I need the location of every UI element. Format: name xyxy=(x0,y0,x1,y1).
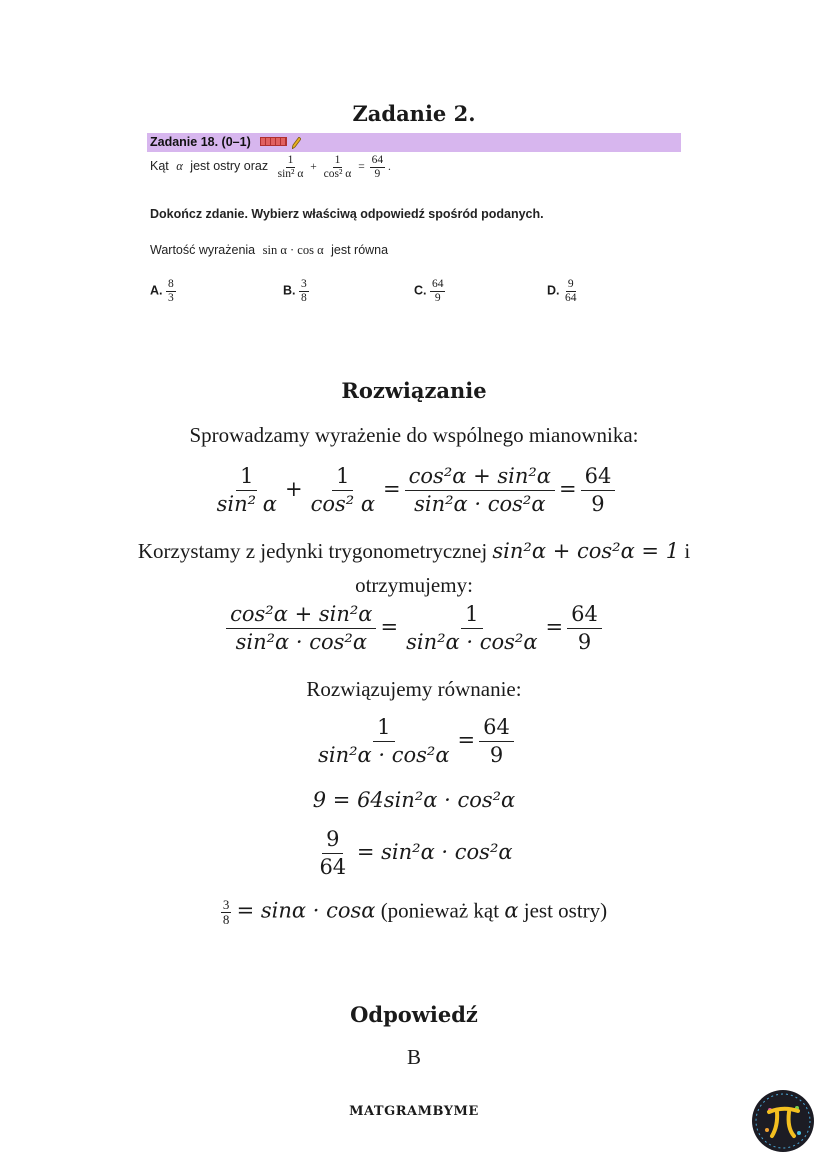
frac-num: 64 xyxy=(479,716,514,742)
footer-brand: MATGRAMBYME xyxy=(349,1104,479,1119)
frac-den: sin²α · cos²α xyxy=(414,492,546,517)
frac-num: 1 xyxy=(332,465,353,491)
option-letter: C. xyxy=(414,283,427,298)
pi-icon xyxy=(752,1090,814,1152)
solution-line-3: otrzymujemy: xyxy=(355,573,473,597)
frac-num: 64 xyxy=(371,154,384,166)
task-intro: Kąt xyxy=(150,158,169,173)
frac-den: cos² α xyxy=(310,492,376,517)
task-frac-1 xyxy=(276,154,306,180)
task-header-label: Zadanie 18. (0–1) xyxy=(150,135,251,149)
option-b[interactable] xyxy=(283,278,309,304)
frac-den: sin²α · cos²α xyxy=(406,630,538,655)
frac-den: cos² α xyxy=(323,167,352,180)
answer-value: B xyxy=(406,1045,421,1069)
option-letter: B. xyxy=(283,283,296,298)
frac-den: 9 xyxy=(591,492,605,517)
solution-line-1: Sprowadzamy wyrażenie do wspólnego mianownika: xyxy=(189,423,639,447)
task-frac-2 xyxy=(322,154,354,180)
frac-den: sin²α · cos²α xyxy=(318,743,450,768)
frac-den: sin² α xyxy=(216,492,277,517)
option-den: 8 xyxy=(300,291,307,304)
line2-math: sin²α + cos²α = 1 xyxy=(492,539,680,563)
option-num: 9 xyxy=(567,278,574,290)
frac-den: 9 xyxy=(489,743,504,768)
frac-num: 1 xyxy=(461,603,482,629)
option-num: 3 xyxy=(300,278,307,290)
frac-num: 1 xyxy=(373,716,394,742)
expr-prefix: Wartość wyrażenia xyxy=(150,243,256,257)
option-num: 8 xyxy=(167,278,174,290)
frac-num: 3 xyxy=(222,897,230,912)
task-instruction: Dokończ zdanie. Wybierz właściwą odpowiedź spośród podanych. xyxy=(150,207,544,221)
frac-num: cos²α + sin²α xyxy=(405,465,555,491)
solution-line-4: Rozwiązujemy równanie: xyxy=(306,677,522,701)
line2-suffix: i xyxy=(684,539,691,563)
grade-icon xyxy=(260,137,287,146)
task-statement: Kąt α jest ostry oraz $\frac{1}{\text{sin² α}}$ + $\frac{1}{\text{cos² α}}$ = $\frac{64}{9}$ . xyxy=(150,154,391,180)
frac-den: sin² α xyxy=(277,167,304,180)
logo xyxy=(752,1090,814,1152)
task-intro-tail: jest ostry oraz xyxy=(190,158,269,173)
eq6-text: (ponieważ kąt xyxy=(380,898,500,923)
eq6-math: = sinα · cosα xyxy=(236,898,376,923)
option-letter: D. xyxy=(547,283,560,298)
equation-6 xyxy=(0,898,828,928)
option-c[interactable] xyxy=(414,278,445,304)
task-header xyxy=(147,133,681,152)
frac-den: 9 xyxy=(374,167,381,180)
option-letter: A. xyxy=(150,283,163,298)
equation-2: $\frac{\text{cos²α + sin²α}}{\text{sin²α · cos²α}}$ = $\frac{1}{\text{sin²α · cos²α}}$ = $\frac{64}{9}$ xyxy=(0,603,828,654)
option-a[interactable] xyxy=(150,278,176,304)
equation-3: $\frac{1}{\text{sin²α · cos²α}}$ = $\frac{64}{9}$ xyxy=(0,716,828,767)
eq6-alpha: α xyxy=(504,898,519,923)
option-num: 64 xyxy=(431,278,444,290)
task-frac-3 xyxy=(370,154,386,180)
frac-num: 64 xyxy=(581,465,616,491)
equation-1: $\frac{1}{\text{sin² α}}$ + $\frac{1}{\text{cos² α}}$ = $\frac{\text{cos²α + sin²α}}{\text{sin²α · cos²α}}$ = $\frac{64}{9}$ xyxy=(0,465,828,516)
answer-heading: Odpowiedź xyxy=(350,1002,478,1027)
frac-num: cos²α + sin²α xyxy=(226,603,376,629)
option-den: 3 xyxy=(167,291,174,304)
eq5-rhs: = sin²α · cos²α xyxy=(356,840,513,865)
task-expression xyxy=(150,243,388,258)
frac-num: 1 xyxy=(287,154,294,166)
expr-math: sin α · cos α xyxy=(262,243,324,257)
frac-num: 1 xyxy=(236,465,257,491)
frac-num: 64 xyxy=(567,603,602,629)
option-den: 64 xyxy=(564,291,577,304)
solution-line-2 xyxy=(0,539,828,564)
equation-5 xyxy=(0,828,828,879)
eq6-tail: jest ostry) xyxy=(523,898,608,923)
frac-num: 9 xyxy=(322,828,343,854)
solution-heading: Rozwiązanie xyxy=(341,378,487,403)
frac-den: 9 xyxy=(577,630,592,655)
frac-den: 64 xyxy=(319,855,347,880)
task-alpha: α xyxy=(176,158,183,173)
option-d[interactable] xyxy=(547,278,578,304)
page-title: Zadanie 2. xyxy=(352,101,476,126)
equation-4: 9 = 64sin²α · cos²α xyxy=(312,788,516,812)
frac-den: sin²α · cos²α xyxy=(235,630,368,655)
frac-num: 1 xyxy=(334,154,341,166)
line2-prefix: Korzystamy z jedynki trygonometrycznej xyxy=(137,539,488,563)
option-den: 9 xyxy=(434,291,441,304)
frac-den: 8 xyxy=(222,912,230,928)
pencil-icon xyxy=(292,137,301,149)
expr-suffix: jest równa xyxy=(331,243,389,257)
